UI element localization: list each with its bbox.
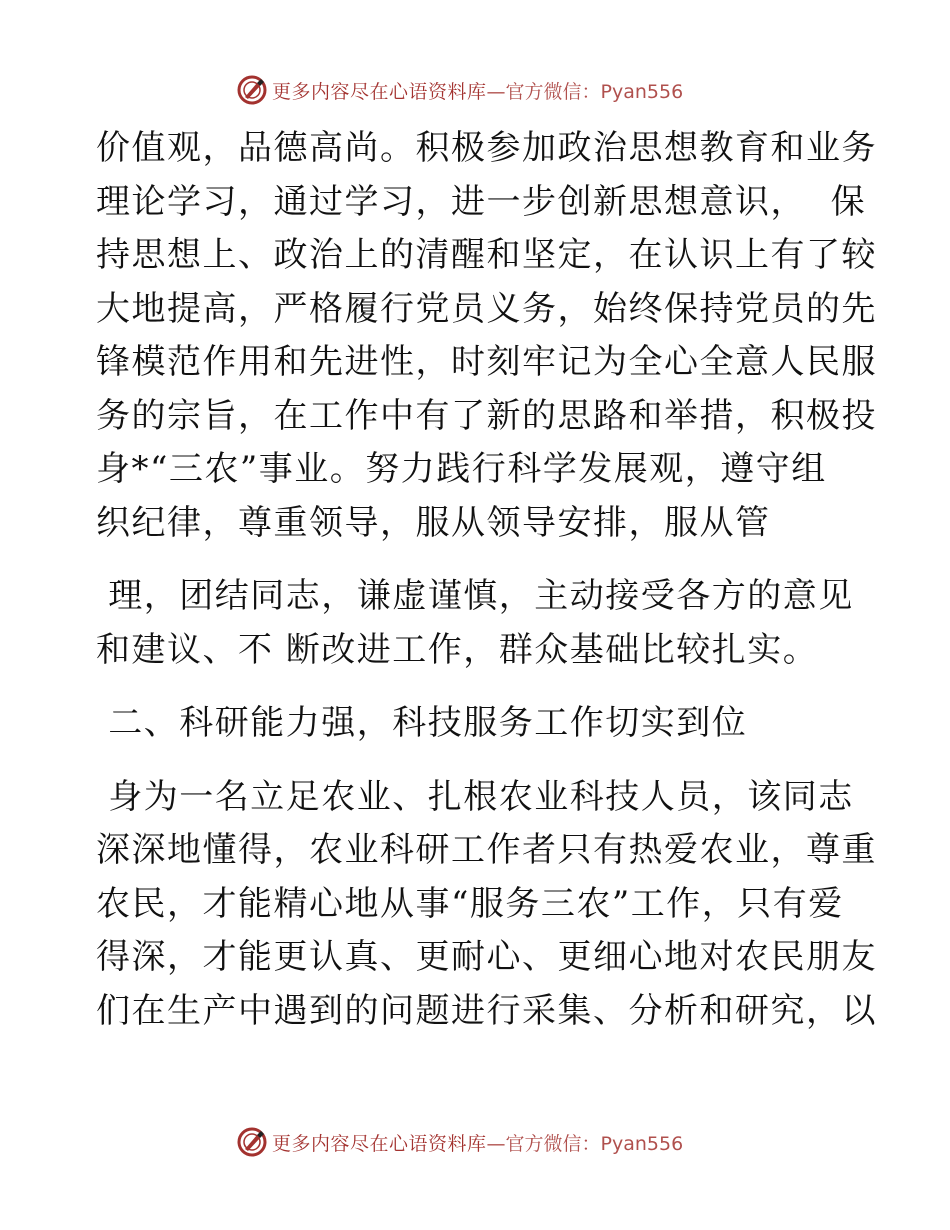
text-line: 务的宗旨，在工作中有了新的思路和举措，积极投: [96, 395, 877, 436]
text-line: 大地提高，严格履行党员义务，始终保持党员的先: [96, 288, 877, 329]
wechat-contact-text: —官方微信：Pyan556: [486, 1132, 684, 1155]
site-name-text: 更多内容尽在心语资料库: [272, 1132, 487, 1155]
text-line: 锋模范作用和先进性，时刻牢记为全心全意人民服: [96, 342, 877, 382]
text-line: 得深，才能更认真、更耐心、更细心地对农民朋友: [96, 937, 877, 977]
header-banner: [236, 70, 683, 110]
wechat-contact-text: —官方微信：Pyan556: [486, 80, 684, 103]
section-heading: 二、科研能力强，科技服务工作切实到位: [96, 703, 748, 743]
fountain-pen-seal-icon: [236, 1126, 268, 1158]
fountain-pen-seal-icon: [236, 74, 268, 106]
paragraph-conduct: [96, 122, 877, 550]
text-line: 织纪律，尊重领导，服从领导安排，服从管: [96, 502, 771, 543]
text-line: 理，团结同志，谦虚谨慎，主动接受各方的意见: [96, 576, 854, 616]
text-line: 持思想上、政治上的清醒和坚定，在认识上有了较: [96, 235, 877, 275]
text-line: 深深地懂得，农业科研工作者只有热爱农业，尊重: [96, 830, 877, 870]
document-body: [96, 122, 877, 1038]
text-line: 价值观，品德高尚。积极参加政治思想教育和业务: [96, 128, 877, 168]
text-line: 身为一名立足农业、扎根农业科技人员，该同志: [96, 776, 854, 817]
paragraph-gap: [96, 751, 856, 771]
text-line: 和建议、不 断改进工作，群众基础比较扎实。: [96, 629, 819, 670]
paragraph-research: [96, 771, 877, 1039]
paragraph-unity: [96, 570, 856, 677]
text-line: 理论学习，通过学习，进一步创新思想意识， 保: [96, 181, 867, 222]
footer-banner: [236, 1122, 683, 1162]
paragraph-gap: [96, 677, 856, 697]
paragraph-gap: [96, 550, 856, 570]
text-line: 农民，才能精心地从事“服务三农”工作，只有爱: [96, 883, 844, 924]
site-name-text: 更多内容尽在心语资料库: [272, 80, 487, 103]
text-line: 身*“三农”事业。努力践行科学发展观，遵守组: [96, 449, 827, 489]
text-line: 们在生产中遇到的问题进行采集、分析和研究，以: [96, 990, 877, 1031]
